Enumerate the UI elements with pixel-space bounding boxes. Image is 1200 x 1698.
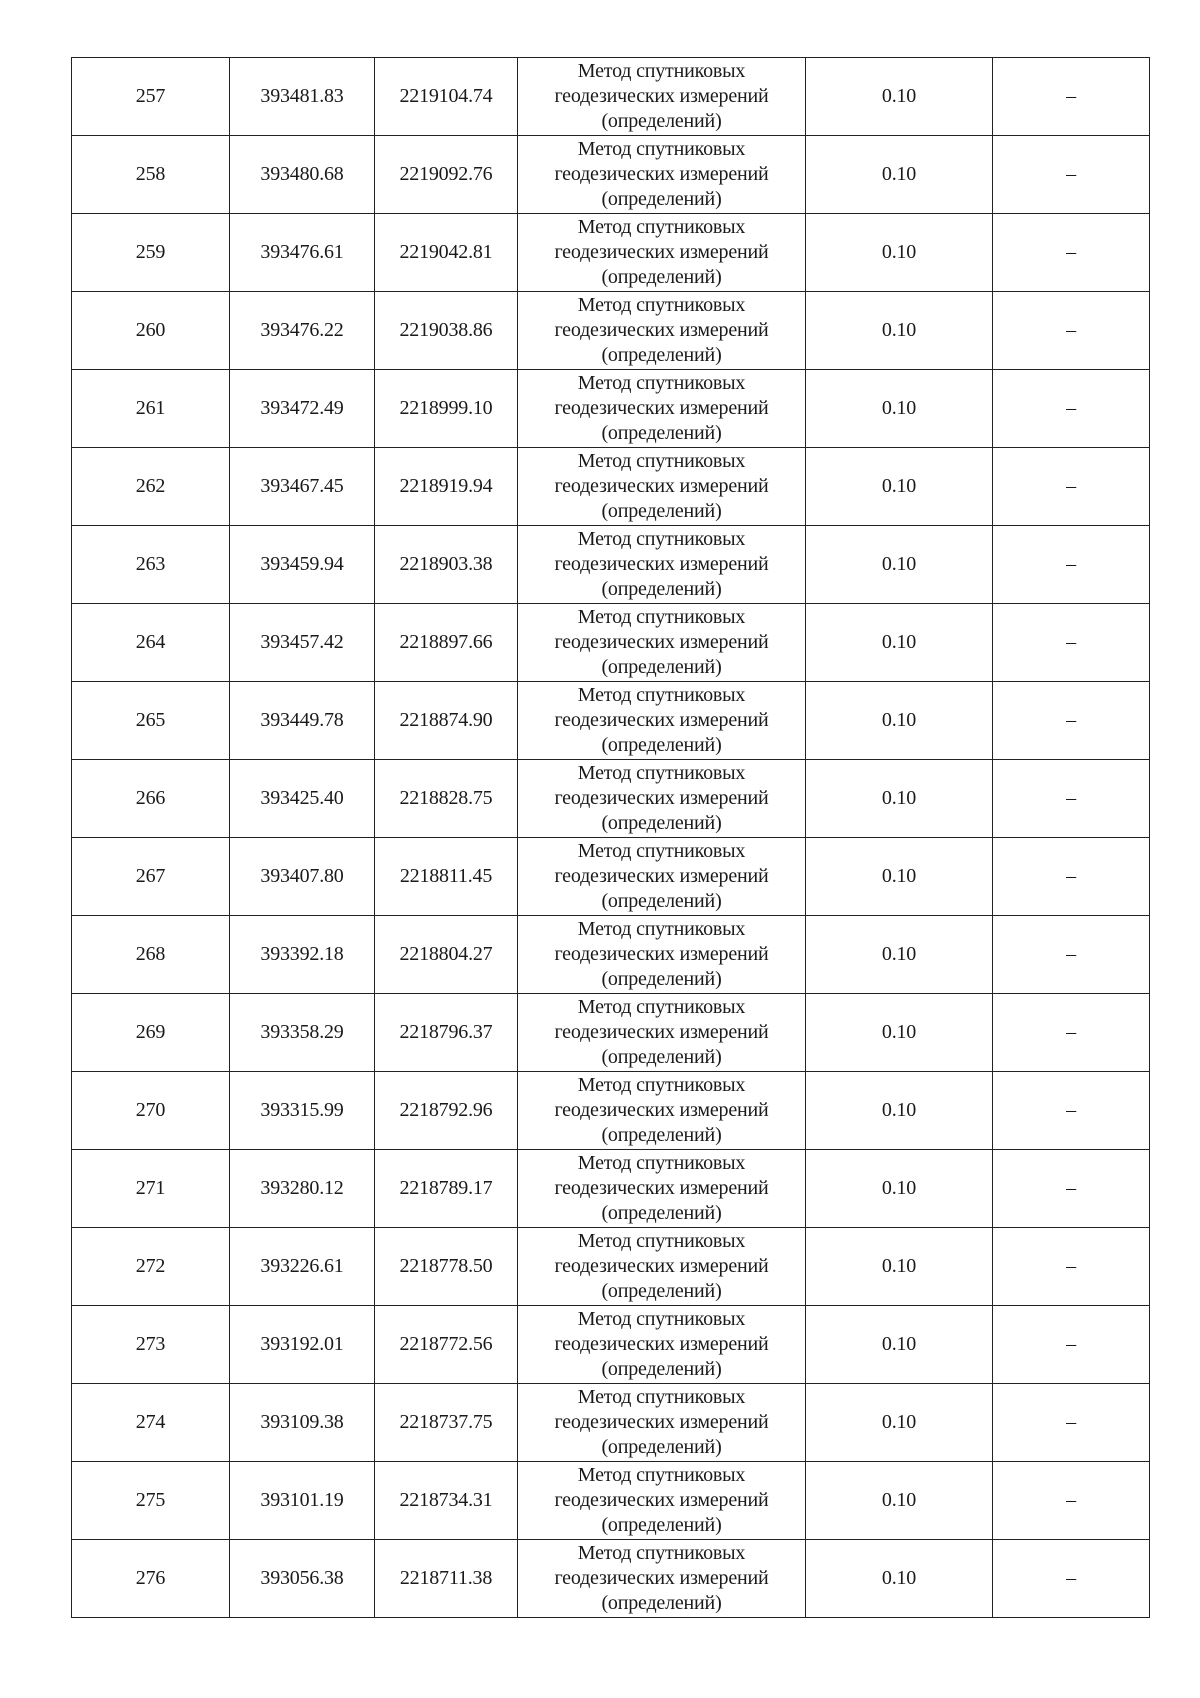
note-cell: –	[993, 292, 1150, 370]
y-coordinate-cell: 2218919.94	[375, 448, 518, 526]
document-page	[71, 57, 1149, 1618]
method-text-line: (определений)	[601, 266, 722, 288]
method-text-line: геодезических измерений	[554, 1099, 769, 1121]
method-text-line: (определений)	[601, 1592, 722, 1614]
method-text-line: геодезических измерений	[554, 865, 769, 887]
method-text-line: (определений)	[601, 968, 722, 990]
y-coordinate-cell: 2218897.66	[375, 604, 518, 682]
method-text-line: (определений)	[601, 1436, 722, 1458]
method-text-line: геодезических измерений	[554, 397, 769, 419]
method-cell	[518, 1384, 806, 1462]
method-text-line: геодезических измерений	[554, 631, 769, 653]
method-cell	[518, 1540, 806, 1618]
table-row	[72, 292, 1150, 370]
x-coordinate-cell: 393459.94	[230, 526, 375, 604]
precision-cell: 0.10	[806, 916, 993, 994]
method-text-line: геодезических измерений	[554, 1489, 769, 1511]
point-number-cell: 268	[72, 916, 230, 994]
table-row	[72, 1228, 1150, 1306]
point-number-cell: 269	[72, 994, 230, 1072]
point-number-cell: 257	[72, 58, 230, 136]
method-text-line: геодезических измерений	[554, 787, 769, 809]
precision-cell: 0.10	[806, 838, 993, 916]
table-row	[72, 1384, 1150, 1462]
method-text-line: Метод спутниковых	[577, 1464, 746, 1486]
note-cell: –	[993, 1228, 1150, 1306]
precision-cell: 0.10	[806, 1540, 993, 1618]
y-coordinate-cell: 2218778.50	[375, 1228, 518, 1306]
y-coordinate-cell: 2218804.27	[375, 916, 518, 994]
note-cell: –	[993, 136, 1150, 214]
method-cell	[518, 760, 806, 838]
method-cell	[518, 214, 806, 292]
method-text-line: геодезических измерений	[554, 1567, 769, 1589]
note-cell: –	[993, 1384, 1150, 1462]
note-cell: –	[993, 1072, 1150, 1150]
method-text-line: Метод спутниковых	[577, 216, 746, 238]
precision-cell: 0.10	[806, 214, 993, 292]
coordinates-table-body	[72, 58, 1150, 1618]
method-text-line: геодезических измерений	[554, 475, 769, 497]
table-row	[72, 604, 1150, 682]
method-text-line: (определений)	[601, 1514, 722, 1536]
precision-cell: 0.10	[806, 604, 993, 682]
point-number-cell: 258	[72, 136, 230, 214]
y-coordinate-cell: 2218903.38	[375, 526, 518, 604]
method-text-line: геодезических измерений	[554, 1177, 769, 1199]
point-number-cell: 276	[72, 1540, 230, 1618]
y-coordinate-cell: 2218734.31	[375, 1462, 518, 1540]
point-number-cell: 265	[72, 682, 230, 760]
method-text-line: (определений)	[601, 1202, 722, 1224]
method-cell	[518, 58, 806, 136]
table-row	[72, 58, 1150, 136]
precision-cell: 0.10	[806, 1072, 993, 1150]
table-row	[72, 214, 1150, 292]
precision-cell: 0.10	[806, 136, 993, 214]
y-coordinate-cell: 2218711.38	[375, 1540, 518, 1618]
point-number-cell: 274	[72, 1384, 230, 1462]
point-number-cell: 266	[72, 760, 230, 838]
x-coordinate-cell: 393407.80	[230, 838, 375, 916]
table-row	[72, 1306, 1150, 1384]
method-text-line: (определений)	[601, 110, 722, 132]
precision-cell: 0.10	[806, 448, 993, 526]
y-coordinate-cell: 2218737.75	[375, 1384, 518, 1462]
method-cell	[518, 136, 806, 214]
note-cell: –	[993, 682, 1150, 760]
precision-cell: 0.10	[806, 1150, 993, 1228]
method-text-line: (определений)	[601, 422, 722, 444]
note-cell: –	[993, 526, 1150, 604]
y-coordinate-cell: 2218772.56	[375, 1306, 518, 1384]
x-coordinate-cell: 393056.38	[230, 1540, 375, 1618]
method-text-line: (определений)	[601, 578, 722, 600]
method-text-line: Метод спутниковых	[577, 372, 746, 394]
x-coordinate-cell: 393280.12	[230, 1150, 375, 1228]
x-coordinate-cell: 393315.99	[230, 1072, 375, 1150]
point-number-cell: 272	[72, 1228, 230, 1306]
method-text-line: (определений)	[601, 1358, 722, 1380]
precision-cell: 0.10	[806, 1384, 993, 1462]
coordinates-table	[71, 57, 1150, 1618]
method-text-line: геодезических измерений	[554, 943, 769, 965]
note-cell: –	[993, 1150, 1150, 1228]
method-text-line: (определений)	[601, 188, 722, 210]
y-coordinate-cell: 2218796.37	[375, 994, 518, 1072]
method-text-line: Метод спутниковых	[577, 1542, 746, 1564]
y-coordinate-cell: 2218811.45	[375, 838, 518, 916]
table-row	[72, 1540, 1150, 1618]
method-cell	[518, 1072, 806, 1150]
method-text-line: (определений)	[601, 344, 722, 366]
method-text-line: Метод спутниковых	[577, 606, 746, 628]
method-text-line: (определений)	[601, 734, 722, 756]
point-number-cell: 275	[72, 1462, 230, 1540]
y-coordinate-cell: 2219042.81	[375, 214, 518, 292]
method-cell	[518, 682, 806, 760]
precision-cell: 0.10	[806, 994, 993, 1072]
method-cell	[518, 916, 806, 994]
x-coordinate-cell: 393449.78	[230, 682, 375, 760]
method-text-line: (определений)	[601, 812, 722, 834]
method-text-line: геодезических измерений	[554, 1333, 769, 1355]
x-coordinate-cell: 393425.40	[230, 760, 375, 838]
note-cell: –	[993, 1462, 1150, 1540]
method-text-line: Метод спутниковых	[577, 840, 746, 862]
method-text-line: геодезических измерений	[554, 1021, 769, 1043]
table-row	[72, 1462, 1150, 1540]
x-coordinate-cell: 393467.45	[230, 448, 375, 526]
method-cell	[518, 292, 806, 370]
point-number-cell: 264	[72, 604, 230, 682]
table-row	[72, 370, 1150, 448]
method-cell	[518, 526, 806, 604]
precision-cell: 0.10	[806, 292, 993, 370]
precision-cell: 0.10	[806, 760, 993, 838]
precision-cell: 0.10	[806, 1306, 993, 1384]
precision-cell: 0.10	[806, 1462, 993, 1540]
table-row	[72, 136, 1150, 214]
method-cell	[518, 370, 806, 448]
note-cell: –	[993, 370, 1150, 448]
method-text-line: геодезических измерений	[554, 709, 769, 731]
note-cell: –	[993, 58, 1150, 136]
method-text-line: Метод спутниковых	[577, 60, 746, 82]
y-coordinate-cell: 2218999.10	[375, 370, 518, 448]
point-number-cell: 271	[72, 1150, 230, 1228]
method-text-line: (определений)	[601, 656, 722, 678]
method-text-line: Метод спутниковых	[577, 762, 746, 784]
table-row	[72, 526, 1150, 604]
method-cell	[518, 1462, 806, 1540]
table-row	[72, 760, 1150, 838]
table-row	[72, 994, 1150, 1072]
method-text-line: Метод спутниковых	[577, 1230, 746, 1252]
method-text-line: Метод спутниковых	[577, 1386, 746, 1408]
point-number-cell: 260	[72, 292, 230, 370]
note-cell: –	[993, 448, 1150, 526]
method-text-line: Метод спутниковых	[577, 996, 746, 1018]
point-number-cell: 273	[72, 1306, 230, 1384]
note-cell: –	[993, 214, 1150, 292]
note-cell: –	[993, 760, 1150, 838]
method-text-line: (определений)	[601, 1046, 722, 1068]
x-coordinate-cell: 393192.01	[230, 1306, 375, 1384]
point-number-cell: 267	[72, 838, 230, 916]
method-text-line: Метод спутниковых	[577, 1308, 746, 1330]
method-cell	[518, 994, 806, 1072]
note-cell: –	[993, 994, 1150, 1072]
method-text-line: (определений)	[601, 1124, 722, 1146]
table-row	[72, 1150, 1150, 1228]
method-text-line: Метод спутниковых	[577, 1152, 746, 1174]
method-text-line: Метод спутниковых	[577, 138, 746, 160]
note-cell: –	[993, 916, 1150, 994]
method-text-line: (определений)	[601, 1280, 722, 1302]
x-coordinate-cell: 393109.38	[230, 1384, 375, 1462]
method-text-line: Метод спутниковых	[577, 450, 746, 472]
note-cell: –	[993, 1540, 1150, 1618]
precision-cell: 0.10	[806, 1228, 993, 1306]
method-text-line: геодезических измерений	[554, 163, 769, 185]
y-coordinate-cell: 2219038.86	[375, 292, 518, 370]
y-coordinate-cell: 2218792.96	[375, 1072, 518, 1150]
method-text-line: (определений)	[601, 500, 722, 522]
table-row	[72, 838, 1150, 916]
x-coordinate-cell: 393481.83	[230, 58, 375, 136]
precision-cell: 0.10	[806, 526, 993, 604]
x-coordinate-cell: 393457.42	[230, 604, 375, 682]
y-coordinate-cell: 2219104.74	[375, 58, 518, 136]
y-coordinate-cell: 2218828.75	[375, 760, 518, 838]
point-number-cell: 262	[72, 448, 230, 526]
precision-cell: 0.10	[806, 370, 993, 448]
x-coordinate-cell: 393480.68	[230, 136, 375, 214]
x-coordinate-cell: 393476.22	[230, 292, 375, 370]
y-coordinate-cell: 2218789.17	[375, 1150, 518, 1228]
x-coordinate-cell: 393226.61	[230, 1228, 375, 1306]
note-cell: –	[993, 838, 1150, 916]
y-coordinate-cell: 2219092.76	[375, 136, 518, 214]
x-coordinate-cell: 393476.61	[230, 214, 375, 292]
method-text-line: Метод спутниковых	[577, 528, 746, 550]
point-number-cell: 263	[72, 526, 230, 604]
method-cell	[518, 1228, 806, 1306]
x-coordinate-cell: 393472.49	[230, 370, 375, 448]
method-cell	[518, 1150, 806, 1228]
x-coordinate-cell: 393392.18	[230, 916, 375, 994]
method-text-line: геодезических измерений	[554, 85, 769, 107]
x-coordinate-cell: 393101.19	[230, 1462, 375, 1540]
table-row	[72, 916, 1150, 994]
precision-cell: 0.10	[806, 58, 993, 136]
note-cell: –	[993, 604, 1150, 682]
method-text-line: Метод спутниковых	[577, 294, 746, 316]
table-row	[72, 682, 1150, 760]
table-row	[72, 1072, 1150, 1150]
table-row	[72, 448, 1150, 526]
method-text-line: Метод спутниковых	[577, 1074, 746, 1096]
point-number-cell: 259	[72, 214, 230, 292]
note-cell: –	[993, 1306, 1150, 1384]
method-cell	[518, 838, 806, 916]
x-coordinate-cell: 393358.29	[230, 994, 375, 1072]
y-coordinate-cell: 2218874.90	[375, 682, 518, 760]
method-text-line: геодезических измерений	[554, 553, 769, 575]
method-text-line: геодезических измерений	[554, 1255, 769, 1277]
method-text-line: Метод спутниковых	[577, 684, 746, 706]
point-number-cell: 270	[72, 1072, 230, 1150]
method-text-line: геодезических измерений	[554, 241, 769, 263]
method-text-line: Метод спутниковых	[577, 918, 746, 940]
precision-cell: 0.10	[806, 682, 993, 760]
method-text-line: геодезических измерений	[554, 319, 769, 341]
method-cell	[518, 448, 806, 526]
method-text-line: (определений)	[601, 890, 722, 912]
method-text-line: геодезических измерений	[554, 1411, 769, 1433]
point-number-cell: 261	[72, 370, 230, 448]
method-cell	[518, 604, 806, 682]
method-cell	[518, 1306, 806, 1384]
